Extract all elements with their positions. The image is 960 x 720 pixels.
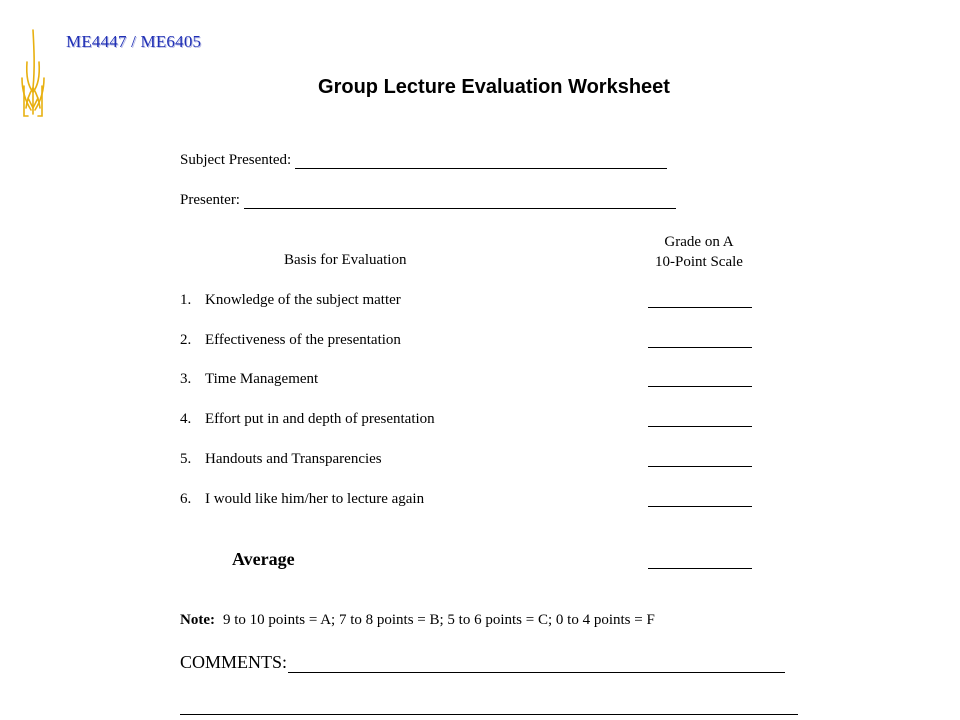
criteria-number: 3. — [180, 371, 192, 387]
comments-label: COMMENTS: — [180, 652, 288, 672]
basis-for-evaluation-header: Basis for Evaluation — [284, 252, 407, 268]
criteria-number: 4. — [180, 411, 192, 427]
criteria-item-3 — [180, 371, 780, 393]
average-blank[interactable] — [648, 568, 752, 569]
criteria-number: 5. — [180, 451, 192, 467]
subject-presented-blank[interactable] — [295, 154, 667, 169]
grade-blank[interactable] — [648, 347, 752, 348]
grade-header-line1: Grade on A — [664, 234, 734, 250]
worksheet-title-text: Group Lecture Evaluation Worksheet — [318, 76, 670, 98]
grade-blank[interactable] — [648, 426, 752, 427]
criteria-number: 1. — [180, 292, 192, 308]
criteria-item-1 — [180, 292, 780, 314]
criteria-item-2 — [180, 332, 780, 354]
grade-blank[interactable] — [648, 466, 752, 467]
criteria-text: Time Management — [205, 371, 319, 387]
grade-blank[interactable] — [648, 307, 752, 308]
comments-field — [180, 652, 785, 673]
subject-presented-label: Subject Presented: — [180, 152, 292, 168]
criteria-text: Handouts and Transparencies — [205, 451, 382, 467]
grading-note — [180, 612, 655, 629]
worksheet-title — [0, 76, 960, 99]
criteria-item-5 — [180, 451, 780, 473]
grade-blank[interactable] — [648, 506, 752, 507]
georgia-tech-flame-icon — [18, 28, 48, 120]
subject-presented-field — [180, 152, 667, 169]
grade-blank[interactable] — [648, 386, 752, 387]
grade-scale-header — [640, 232, 758, 272]
course-code: ME4447 / ME6405 — [66, 32, 202, 51]
criteria-item-6 — [180, 491, 780, 513]
presenter-label: Presenter: — [180, 192, 240, 208]
criteria-item-4 — [180, 411, 780, 433]
comments-blank-line-1[interactable] — [288, 654, 785, 673]
criteria-number: 6. — [180, 491, 192, 507]
grade-header-line2: 10-Point Scale — [655, 254, 743, 270]
criteria-number: 2. — [180, 332, 192, 348]
comments-blank-line-2[interactable] — [180, 714, 798, 715]
presenter-blank[interactable] — [244, 194, 676, 209]
criteria-text: I would like him/her to lecture again — [205, 491, 425, 507]
presenter-field — [180, 192, 676, 209]
criteria-text: Effectiveness of the presentation — [205, 332, 401, 348]
criteria-text: Effort put in and depth of presentation — [205, 411, 435, 427]
criteria-text: Knowledge of the subject matter — [205, 292, 401, 308]
average-label: Average — [232, 549, 295, 569]
note-text: 9 to 10 points = A; 7 to 8 points = B; 5 to 6 points = C; 0 to 4 points = F — [222, 612, 655, 628]
note-label: Note: — [180, 612, 215, 628]
